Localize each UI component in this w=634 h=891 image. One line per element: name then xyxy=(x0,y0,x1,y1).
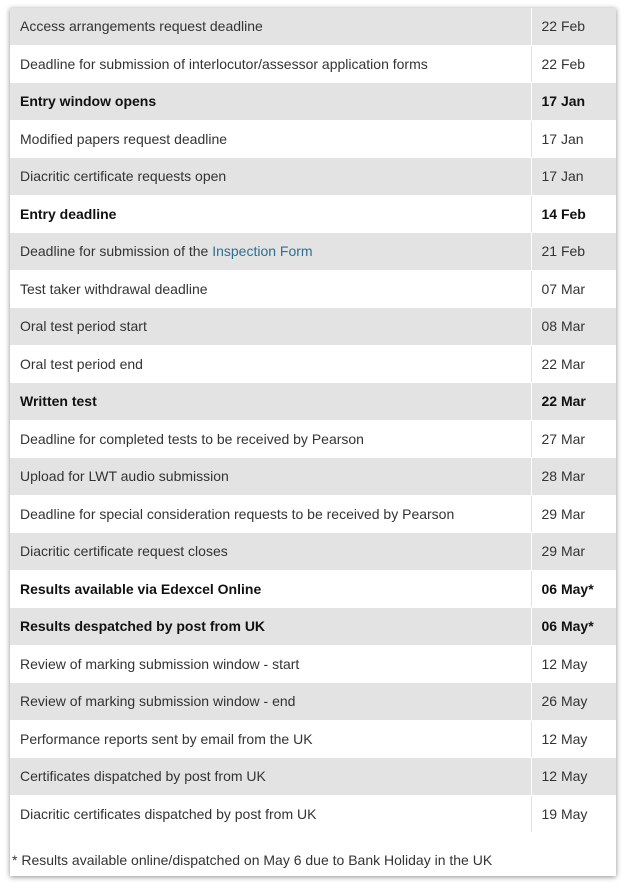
date-cell: 17 Jan xyxy=(531,83,616,121)
date-cell: 17 Jan xyxy=(531,158,616,196)
table-row xyxy=(10,420,616,458)
event-cell xyxy=(10,233,531,271)
table-row xyxy=(10,270,616,308)
table-row xyxy=(10,8,616,45)
table-row xyxy=(10,495,616,533)
event-cell: Review of marking submission window - end xyxy=(10,683,531,721)
table-row xyxy=(10,120,616,158)
table-row xyxy=(10,383,616,421)
event-cell: Upload for LWT audio submission xyxy=(10,458,531,496)
table-row xyxy=(10,458,616,496)
event-cell: Certificates dispatched by post from UK xyxy=(10,758,531,796)
event-cell: Diacritic certificate requests open xyxy=(10,158,531,196)
event-cell: Review of marking submission window - start xyxy=(10,645,531,683)
date-cell: 22 Feb xyxy=(531,8,616,45)
event-cell: Performance reports sent by email from the UK xyxy=(10,720,531,758)
date-cell: 14 Feb xyxy=(531,195,616,233)
date-cell: 27 Mar xyxy=(531,420,616,458)
event-cell: Deadline for submission of interlocutor/assessor application forms xyxy=(10,45,531,83)
event-cell: Deadline for completed tests to be received by Pearson xyxy=(10,420,531,458)
date-cell: 12 May xyxy=(531,758,616,796)
date-cell: 12 May xyxy=(531,720,616,758)
date-cell: 29 Mar xyxy=(531,533,616,571)
event-cell: Entry deadline xyxy=(10,195,531,233)
results-footnote: * Results available online/dispatched on May 6 due to Bank Holiday in the UK xyxy=(12,852,493,868)
event-cell: Access arrangements request deadline xyxy=(10,8,531,45)
event-cell: Modified papers request deadline xyxy=(10,120,531,158)
date-cell: 22 Feb xyxy=(531,45,616,83)
date-cell: 06 May* xyxy=(531,608,616,646)
key-dates-table xyxy=(10,8,616,833)
table-row xyxy=(10,83,616,121)
date-cell: 26 May xyxy=(531,683,616,721)
event-cell: Results available via Edexcel Online xyxy=(10,570,531,608)
event-cell: Test taker withdrawal deadline xyxy=(10,270,531,308)
table-row xyxy=(10,195,616,233)
table-row xyxy=(10,45,616,83)
table-row xyxy=(10,570,616,608)
date-cell: 12 May xyxy=(531,645,616,683)
event-cell: Diacritic certificate request closes xyxy=(10,533,531,571)
table-row xyxy=(10,533,616,571)
table-row xyxy=(10,233,616,271)
date-cell: 29 Mar xyxy=(531,495,616,533)
event-cell: Oral test period end xyxy=(10,345,531,383)
date-cell: 07 Mar xyxy=(531,270,616,308)
date-cell: 06 May* xyxy=(531,570,616,608)
date-cell: 08 Mar xyxy=(531,308,616,346)
table-row xyxy=(10,758,616,796)
event-text: Deadline for submission of the xyxy=(20,243,213,260)
table-row xyxy=(10,345,616,383)
date-cell: 22 Mar xyxy=(531,345,616,383)
table-row xyxy=(10,608,616,646)
table-row xyxy=(10,795,616,833)
event-cell: Diacritic certificates dispatched by post from UK xyxy=(10,795,531,833)
date-cell: 19 May xyxy=(531,795,616,833)
table-row xyxy=(10,308,616,346)
date-cell: 22 Mar xyxy=(531,383,616,421)
event-cell: Written test xyxy=(10,383,531,421)
table-row xyxy=(10,158,616,196)
inspection-form-link[interactable]: Inspection Form xyxy=(212,243,313,260)
schedule-card xyxy=(10,8,616,876)
event-cell: Oral test period start xyxy=(10,308,531,346)
date-cell: 21 Feb xyxy=(531,233,616,271)
event-cell: Entry window opens xyxy=(10,83,531,121)
table-row xyxy=(10,683,616,721)
table-row xyxy=(10,645,616,683)
date-cell: 28 Mar xyxy=(531,458,616,496)
table-row xyxy=(10,720,616,758)
date-cell: 17 Jan xyxy=(531,120,616,158)
event-cell: Results despatched by post from UK xyxy=(10,608,531,646)
event-cell: Deadline for special consideration requests to be received by Pearson xyxy=(10,495,531,533)
